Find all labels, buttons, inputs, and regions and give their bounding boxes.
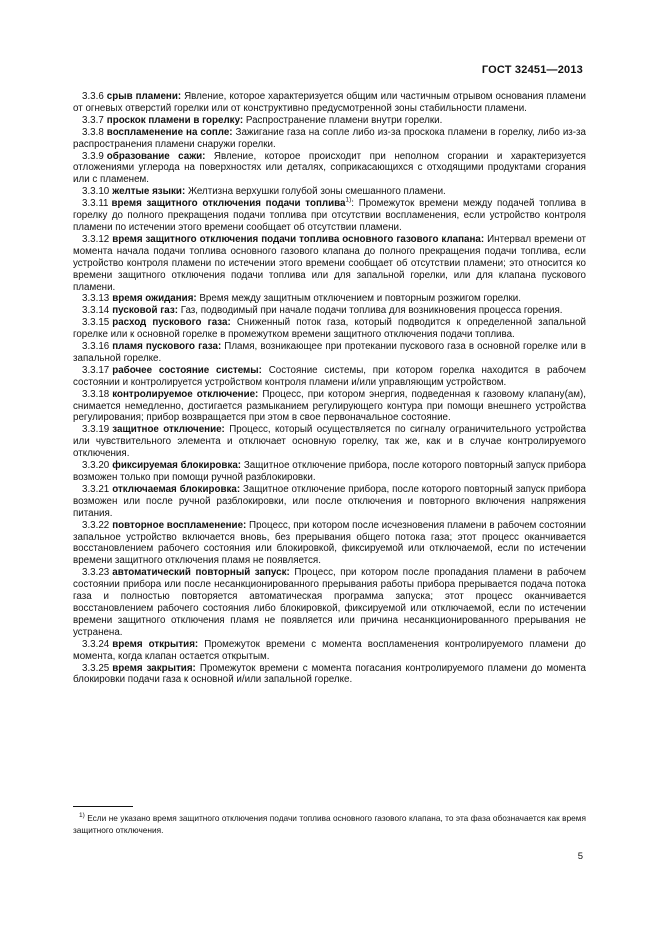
definition-item: 3.3.11 время защитного отключения подачи топлива$^{1)}$: Промежуток времени между подачей топлива в горелку до полного прекращения подачи топлива при отсутствии воспламенения, если устройство контроля пламени по истечении этого времени сообщает об отсутствии пламени. bbox=[73, 196, 586, 233]
definition-term: отключаемая блокировка: bbox=[112, 483, 241, 495]
definition-text: Явление, которое происходит при неполном сгорании и характеризуется отложениями углерода на поверхностях или деталях, соприкасающихся с отходящими продуктами сгорания или с пламенем. bbox=[73, 150, 586, 186]
definition-text: Пламя, возникающее при протекании пускового газа в основной горелке или в запальной горелке. bbox=[73, 341, 586, 364]
definition-text: Процесс, при котором энергия, подведенная к газовому клапану(ам), снимается немедленно, достигается размыканием регулирующего контура при помощи внешнего устройства регулирования; прибор возвращается при этом в свое первоначальное состояние. bbox=[73, 388, 586, 424]
definition-item: 3.3.24 время открытия: Промежуток времени с момента воспламенения контролируемого пламени до момента, когда клапан остается открытым. bbox=[73, 638, 586, 662]
definition-term: время закрытия: bbox=[112, 662, 196, 674]
definition-term: повторное воспламенение: bbox=[112, 519, 247, 531]
definition-item: 3.3.19 защитное отключение: Процесс, который осуществляется по сигналу ограничительного устройства или чувствительного элемента и отключает основную горелку, так же, как и в случае контролируемого отключения. bbox=[73, 424, 587, 460]
definition-text: Состояние системы, при котором горелка находится в рабочем состоянии и контролируется устройством контроля пламени и/или управляющим устройством. bbox=[73, 364, 586, 388]
definition-item: 3.3.13 время ожидания: Время между защитным отключением и повторным розжигом горелки. bbox=[82, 293, 521, 305]
definitions-list bbox=[73, 91, 586, 686]
definition-text: Процесс, при котором после исчезновения пламени в рабочем состоянии запальное устройство включается вновь, без прерывания общего потока газа; этот процесс оканчивается восстановлением рабочего состояния или блокировкой, фиксируемой или отключаемой, если по истечении времени защитного отключения пламя не появляется. bbox=[73, 519, 586, 567]
definition-term: контролируемое отключение: bbox=[112, 388, 259, 400]
definition-term: рабочее состояние системы: bbox=[112, 364, 262, 376]
definition-term: срыв пламени: bbox=[106, 91, 182, 102]
definition-item: 3.3.23 автоматический повторный запуск: Процесс, при котором после пропадания пламени в рабочем состоянии прибора или после несанкционированного прерывания работы прибора прерывается подача потока газа и полностью повторяется автоматическая программа запуска; этот процесс оканчивается восстановлением рабочего состояния либо блокировкой, фиксируемой или отключаемой, если по истечении времени защитного отключения пламя не появляется или причина несанкционированного прерывания не устранена. bbox=[73, 567, 586, 638]
definition-text: Промежуток времени с момента погасания контролируемого пламени до момента блокировки подачи газа к основной и/или запальной горелке. bbox=[73, 662, 586, 686]
definition-item: 3.3.8 воспламенение на сопле: Зажигание газа на сопле либо из-за проскока пламени в горелку, либо из-за распространения пламени снаружи горелки. bbox=[73, 126, 587, 150]
definition-text: : Промежуток времени между подачей топлива в горелку до полного прекращения подачи топлива при отсутствии воспламенения, если устройство контроля пламени по истечении этого времени сообщает об отсутствии пламени. bbox=[73, 198, 586, 233]
definition-term: фиксируемая блокировка: bbox=[112, 460, 242, 472]
definition-text: Промежуток времени с момента воспламенения контролируемого пламени до момента, когда клапан остается открытым. bbox=[73, 638, 586, 662]
definition-term: время ожидания: bbox=[112, 293, 197, 305]
definition-text: Зажигание газа на сопле либо из-за проскока пламени в горелку, либо из-за распространения пламени снаружи горелки. bbox=[73, 126, 587, 150]
page-number: 5 bbox=[577, 851, 583, 862]
footnote bbox=[73, 812, 586, 836]
definition-item: 3.3.21 отключаемая блокировка: Защитное отключение прибора, после которого повторный запуск прибора возможен или после ручной разблокировки, или после отключения и повторного включения напряжения питания. bbox=[73, 483, 586, 519]
definition-text: Защитное отключение прибора, после которого повторный запуск прибора возможен только при помощи ручной разблокировки. bbox=[73, 460, 586, 483]
definition-item: 3.3.16 пламя пускового газа: Пламя, возникающее при протекании пускового газа в основной горелке или в запальной горелке. bbox=[73, 341, 586, 364]
definition-item: 3.3.22 повторное воспламенение: Процесс, при котором после исчезновения пламени в рабочем состоянии запальное устройство включается вновь, без прерывания общего потока газа; этот процесс оканчивается восстановлением рабочего состояния или блокировкой, фиксируемой или отключаемой, если по истечении времени защитного отключения пламя не появляется. bbox=[73, 519, 586, 567]
definition-term: время открытия: bbox=[112, 638, 199, 650]
definition-text: Газ, подводимый при начале подачи топлива для возникновения процесса горения. bbox=[177, 305, 563, 317]
definition-text: Время между защитным отключением и повторным розжигом горелки. bbox=[196, 293, 521, 305]
definition-text: Защитное отключение прибора, после которого повторный запуск прибора возможен или после ручной разблокировки, или после отключения и повторного включения напряжения питания. bbox=[73, 483, 586, 519]
definition-item: 3.3.6 срыв пламени: Явление, которое характеризуется общим или частичным отрывом основания пламени от огневых отверстий горелки или от конструктивно предусмотренной зоны стабильности пламени. bbox=[73, 91, 586, 114]
definition-term: автоматический повторный запуск: bbox=[112, 567, 290, 579]
definition-text: Процесс, при котором после пропадания пламени в рабочем состоянии прибора или после несанкционированного прерывания работы прибора прерывается подача потока газа и полностью повторяется автоматическая программа запуска; этот процесс оканчивается восстановлением рабочего состояния либо блокировкой, фиксируемой или отключаемой, если по истечении времени защитного отключения пламя не появляется или причина несанкционированного прерывания не устранена. bbox=[73, 567, 586, 638]
definition-item: 3.3.14 пусковой газ: Газ, подводимый при начале подачи топлива для возникновения процесса горения. bbox=[82, 305, 563, 317]
definition-text: Процесс, который осуществляется по сигналу ограничительного устройства или чувствительного элемента и отключает основную горелку, так же, как и в случае контролируемого отключения. bbox=[73, 424, 587, 460]
definition-text: Желтизна верхушки голубой зоны смешанного пламени. bbox=[185, 186, 446, 198]
definition-term: пламя пускового газа: bbox=[112, 341, 222, 353]
definition-term: образование сажи: bbox=[106, 150, 206, 162]
definition-item: 3.3.10 желтые языки: Желтизна верхушки голубой зоны смешанного пламени. bbox=[82, 186, 446, 198]
definition-term: время защитного отключения подачи топлива bbox=[111, 198, 346, 210]
definition-item: 3.3.9 образование сажи: Явление, которое происходит при неполном сгорании и характеризуется отложениями углерода на поверхностях или деталях, соприкасающихся с отходящими продуктами сгорания или с пламенем. bbox=[73, 150, 586, 186]
definition-text: Интервал времени от момента начала подачи топлива основного газового клапана до полного прекращения подачи топлива, если устройство контроля пламени по истечении этого времени сообщает об отсутствии пламени; это относится ко времени защитного отключения подачи топлива или для запальной горелки, или для клапана пускового пламени. bbox=[73, 233, 586, 293]
definition-term: воспламенение на сопле: bbox=[106, 126, 233, 138]
definition-term: защитное отключение: bbox=[112, 424, 225, 436]
footnote-text: Если не указано время защитного отключения подачи топлива основного газового клапана, то эта фаза обозначается как время защитного отключения. bbox=[73, 813, 586, 835]
footnote-divider bbox=[73, 806, 133, 807]
definition-term: время защитного отключения подачи топлива основного газового клапана: bbox=[112, 233, 485, 245]
definition-term: расход пускового газа: bbox=[112, 317, 231, 329]
definition-term: пусковой газ: bbox=[112, 305, 178, 317]
definition-item: 3.3.7 проскок пламени в горелку: Распространение пламени внутри горелки. bbox=[82, 114, 443, 126]
definition-item: 3.3.18 контролируемое отключение: Процесс, при котором энергия, подведенная к газовому клапану(ам), снимается немедленно, достигается размыканием регулирующего контура при помощи внешнего устройства регулирования; прибор возвращается при этом в свое первоначальное состояние. bbox=[73, 388, 586, 424]
definition-item: 3.3.17 рабочее состояние системы: Состояние системы, при котором горелка находится в рабочем состоянии и контролируется устройством контроля пламени и/или управляющим устройством. bbox=[73, 364, 586, 388]
footnote-marker: 1) bbox=[79, 812, 85, 820]
document-number: ГОСТ 32451—2013 bbox=[481, 64, 583, 76]
definition-item: 3.3.12 время защитного отключения подачи топлива основного газового клапана: Интервал времени от момента начала подачи топлива основного газового клапана до полного прекращения подачи топлива, если устройство контроля пламени по истечении этого времени сообщает об отсутствии пламени; это относится ко времени защитного отключения подачи топлива или для запальной горелки, или для клапана пускового пламени. bbox=[73, 233, 586, 293]
definition-text: Распространение пламени внутри горелки. bbox=[243, 114, 443, 126]
footnote-ref: 1) bbox=[345, 196, 352, 204]
definition-item: 3.3.15 расход пускового газа: Сниженный поток газа, который подводится к определенной запальной горелке или к основной горелке в промежутком времени защитного отключения подачи топлива. bbox=[73, 317, 586, 341]
definition-text: Сниженный поток газа, который подводится к определенной запальной горелке или к основной горелке в промежутком времени защитного отключения подачи топлива. bbox=[73, 317, 586, 341]
definition-item: 3.3.20 фиксируемая блокировка: Защитное отключение прибора, после которого повторный запуск прибора возможен только при помощи ручной разблокировки. bbox=[73, 460, 586, 483]
definition-item: 3.3.25 время закрытия: Промежуток времени с момента погасания контролируемого пламени до момента блокировки подачи газа к основной и/или запальной горелке. bbox=[73, 662, 586, 686]
definition-text: Явление, которое характеризуется общим или частичным отрывом основания пламени от огневых отверстий горелки или от конструктивно предусмотренной зоны стабильности пламени. bbox=[73, 91, 586, 114]
definition-term: проскок пламени в горелку: bbox=[106, 114, 244, 126]
definition-term: желтые языки: bbox=[112, 186, 186, 198]
